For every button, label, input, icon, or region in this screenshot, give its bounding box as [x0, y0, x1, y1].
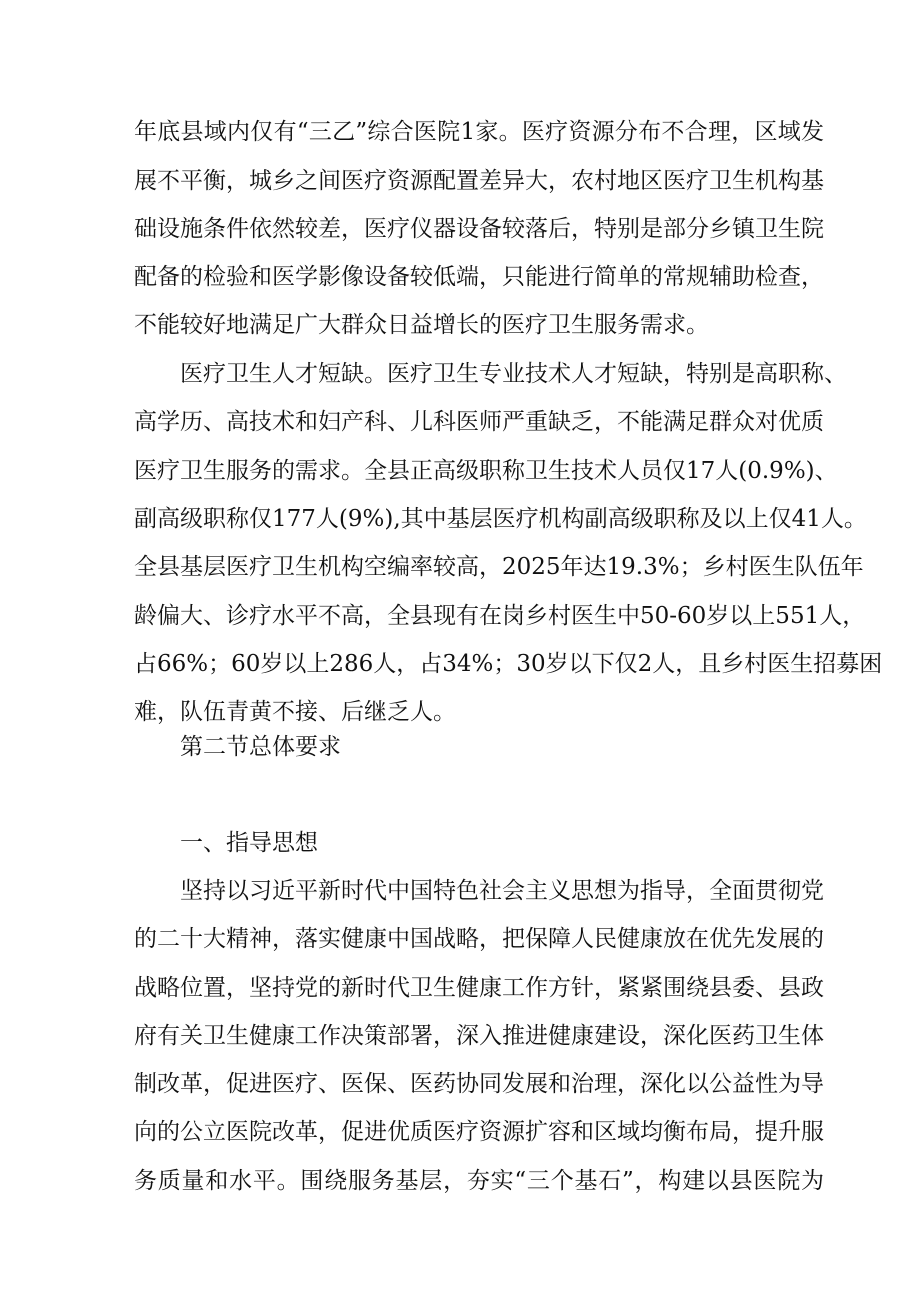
- para3-line-2: 的二十大精神，落实健康中国战略，把保障人民健康放在优先发展的: [134, 926, 824, 952]
- para3-line-4: 府有关卫生健康工作决策部署，深入推进健康建设，深化医药卫生体: [134, 1023, 824, 1049]
- para1-line-4: 配备的检验和医学影像设备较低端，只能进行简单的常规辅助检查，: [134, 264, 824, 290]
- para2-line-4: 副高级职称仅177人(9%),其中基层医疗机构副高级职称及以上仅41人。: [134, 506, 867, 532]
- para2-line-3: 医疗卫生服务的需求。全县正高级职称卫生技术人员仅17人(0.9%)、: [134, 458, 838, 484]
- para3-line-7: 务质量和水平。围绕服务基层，夯实“三个基石”，构建以县医院为: [134, 1168, 824, 1194]
- para2-line-5: 全县基层医疗卫生机构空编率较高，2025年达19.3%；乡村医生队伍年: [134, 554, 864, 580]
- para2-line-7: 占66%；60岁以上286人，占34%；30岁以下仅2人，且乡村医生招募困: [134, 651, 883, 677]
- para2-line-6: 龄偏大、诊疗水平不高，全县现有在岗乡村医生中50-60岁以上551人，: [134, 603, 866, 629]
- para3-line-6: 向的公立医院改革，促进优质医疗资源扩容和区域均衡布局，提升服: [134, 1119, 824, 1145]
- para1-line-1: 年底县域内仅有“三乙”综合医院1家。医疗资源分布不合理，区域发: [134, 119, 824, 145]
- section-title: 第二节总体要求: [180, 734, 341, 760]
- para3-line-3: 战略位置，坚持党的新时代卫生健康工作方针，紧紧围绕县委、县政: [134, 975, 824, 1001]
- para1-line-5: 不能较好地满足广大群众日益增长的医疗卫生服务需求。: [134, 312, 709, 338]
- para1-line-2: 展不平衡，城乡之间医疗资源配置差异大，农村地区医疗卫生机构基: [134, 168, 824, 194]
- para2-line-1: 医疗卫生人才短缺。医疗卫生专业技术人才短缺，特别是高职称、: [180, 361, 847, 387]
- para3-line-5: 制改革，促进医疗、医保、医药协同发展和治理，深化以公益性为导: [134, 1071, 824, 1097]
- subsection-title: 一、指导思想: [180, 830, 318, 856]
- para1-line-3: 础设施条件依然较差，医疗仪器设备较落后，特别是部分乡镇卫生院: [134, 216, 824, 242]
- para2-line-8: 难，队伍青黄不接、后继乏人。: [134, 699, 456, 725]
- para2-line-2: 高学历、高技术和妇产科、儿科医师严重缺乏，不能满足群众对优质: [134, 409, 824, 435]
- para3-line-1: 坚持以习近平新时代中国特色社会主义思想为指导，全面贯彻党: [180, 878, 824, 904]
